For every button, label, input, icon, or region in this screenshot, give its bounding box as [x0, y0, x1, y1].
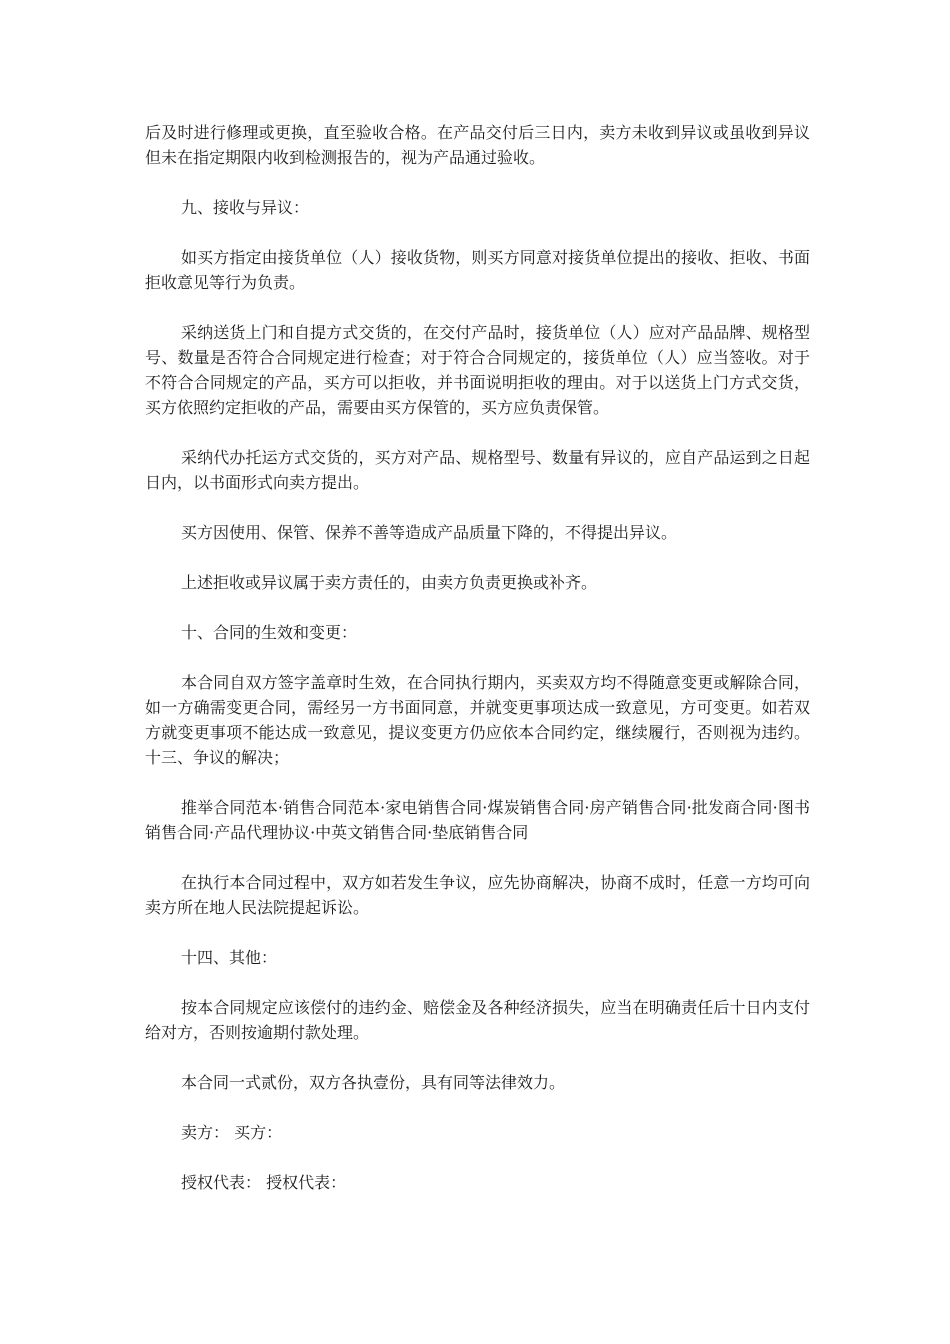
- section-heading-receipt-objection: 九、接收与异议：: [181, 198, 310, 217]
- recommended-templates-line: 推举合同范本·销售合同范本·家电销售合同·煤炭销售合同·房产销售合同·批发商合同·图书销售合同·产品代理协议·中英文销售合同·垫底销售合同: [145, 798, 810, 842]
- paragraph: 买方因使用、保管、保养不善等造成产品质量下降的，不得提出异议。: [181, 523, 678, 542]
- paragraph: 采纳送货上门和自提方式交货的，在交付产品时，接货单位（人）应对产品品牌、规格型号、数量是否符合合同规定进行检查；对于符合合同规定的，接货单位（人）应当签收。对于不符合合同规定的产品，买方可以拒收，并书面说明拒收的理由。对于以送货上门方式交货，买方依照约定拒收的产品，需要由买方保管的，买方应负责保管。: [145, 323, 810, 417]
- paragraph: 在执行本合同过程中，双方如若发生争议，应先协商解决，协商不成时，任意一方均可向卖方所在地人民法院提起诉讼。: [145, 873, 810, 917]
- paragraph: 本合同自双方签字盖章时生效，在合同执行期内，买卖双方均不得随意变更或解除合同，如一方确需变更合同，需经另一方书面同意，并就变更事项达成一致意见，方可变更。如若双方就变更事项不能达成一致意见，提议变更方仍应依本合同约定，继续履行，否则视为违约。十三、争议的解决；: [145, 673, 810, 767]
- signature-parties-line: 卖方： 买方：: [181, 1123, 283, 1142]
- paragraph: 按本合同规定应该偿付的违约金、赔偿金及各种经济损失，应当在明确责任后十日内支付给对方，否则按逾期付款处理。: [145, 998, 810, 1042]
- paragraph-continuation: 后及时进行修理或更换，直至验收合格。在产品交付后三日内，卖方未收到异议或虽收到异议但未在指定期限内收到检测报告的，视为产品通过验收。: [145, 123, 810, 167]
- section-heading-effect-change: 十、合同的生效和变更：: [181, 623, 358, 642]
- paragraph: 上述拒收或异议属于卖方责任的，由卖方负责更换或补齐。: [181, 573, 598, 592]
- paragraph: 如买方指定由接货单位（人）接收货物，则买方同意对接货单位提出的接收、拒收、书面拒收意见等行为负责。: [145, 248, 810, 292]
- signature-representatives-line: 授权代表： 授权代表：: [181, 1173, 347, 1192]
- paragraph: 本合同一式贰份，双方各执壹份，具有同等法律效力。: [181, 1073, 566, 1092]
- document-body: [145, 120, 810, 1220]
- paragraph: 采纳代办托运方式交货的，买方对产品、规格型号、数量有异议的，应自产品运到之日起日内，以书面形式向卖方提出。: [145, 448, 810, 492]
- section-heading-other: 十四、其他：: [181, 948, 278, 967]
